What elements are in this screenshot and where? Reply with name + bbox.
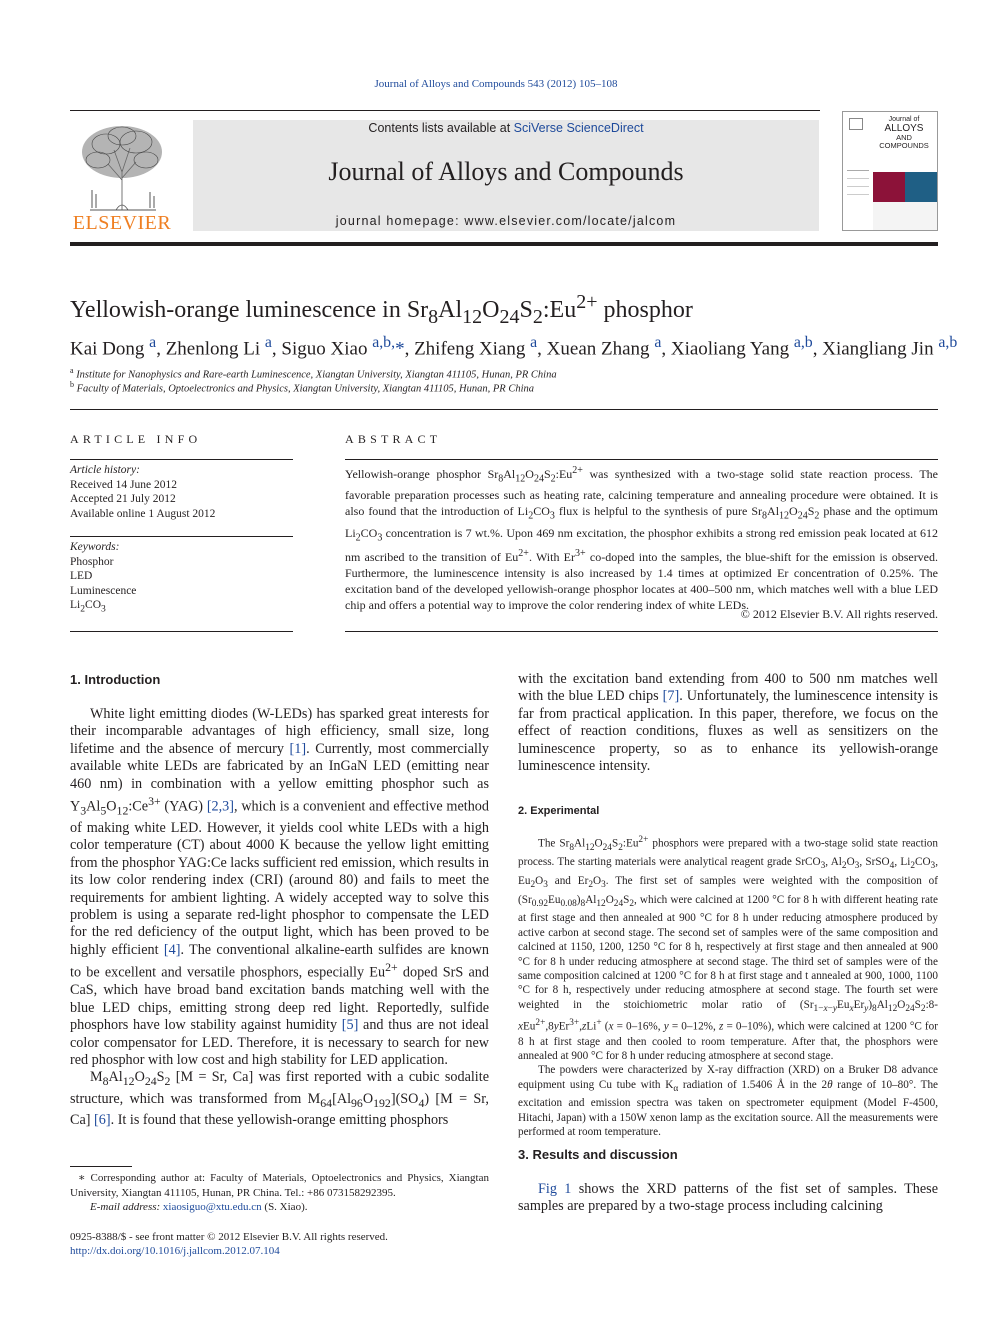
intro-paragraph-3: with the excitation band extending from 400 to 500 nm matches well with the blue LED chips [7]. Unfortunately, the luminescence intensity is far from practical application. In this paper, therefore, we focus on the effect of reaction conditions, fluxes as well as sensitizers on the luminescence property, so as to enhance its yellowish-orange luminescence intensity.: [518, 671, 938, 775]
doi-link[interactable]: [70, 1244, 489, 1259]
issn-note: 0925-8388/$ - see front matter © 2012 Elsevier B.V. All rights reserved.: [70, 1231, 388, 1243]
keyword-item: LED: [70, 570, 93, 582]
keywords-label: Keywords:: [70, 541, 120, 553]
cover-text-journal-of: Journal of: [888, 116, 920, 123]
sciencedirect-link[interactable]: SciVerse ScienceDirect: [513, 121, 644, 135]
keyword-item: $Li_2CO_3$: [70, 599, 106, 615]
journal-citation[interactable]: Journal of Alloys and Compounds 543 (2012) 105–108: [374, 78, 618, 90]
abstract-text: Yellowish-orange phosphor $Sr_8Al_{12}O_{24}S_2:Eu^{2+}$ was synthesized with a two-stage solid state reaction process. The favorable preparation processes such as heating rate, calcining temperature and annealing procedure were obtained. It is also found that the introduction of $Li_2CO_3$ flux is helpful to the synthesis of pure $Sr_8Al_{12}O_{24}S_2$ phase and the optimum $Li_2CO_3$ concentration is 7 wt.%. Upon 469 nm excitation, the phosphor exhibits a strong red emission peak located at 612 nm ascribed to the transition of $Eu^{2+}$. With $Er^{3+}$ co-doped into the samples, the blue-shift for the emission is observed. Furthermore, the luminescence intensity is also increased by 1.4 times at optimized Er concentration of 0.25%. The excitation band of the developed yellowish-orange phosphor locates at 400–500 nm, which matches well with a blue LED chip and offers a potential way to improve the color rendering index of white LEDs.: [345, 465, 939, 613]
cover-red-block: [873, 172, 905, 202]
experimental-heading: 2. Experimental: [518, 805, 600, 817]
contents-line: [193, 121, 819, 135]
doi-link-text[interactable]: http://dx.doi.org/10.1016/j.jallcom.2012.07.104: [70, 1245, 280, 1257]
footnote-corresponding: [70, 1171, 489, 1215]
experimental-paragraph-1: The $Sr_8Al_{12}O_{24}S_2:Eu^{2+}$ phosphors were prepared with a two-stage solid state reaction process. The starting materials were analytical reagent grade SrCO$_3$, $Al_2O_3$, SrSO$_4$, $Li_2CO_3$, $Eu_2O_3$ and $Er_2O_3$. The first set of samples were weighted with the composition of $(Sr_{0.92}Eu_{0.08})_8Al_{12}O_{24}S_2$, which were calcined at 1200 °C for 8 h with different heating rate at first stage and then annealed at 900 °C for 8 h under reducing atmosphere produced by active carbon at second stage. The second set of samples were of the same composition and calcined at 1150, 1200, 1250 °C for 8 h, respectively at first stage and then annealed at 900 °C for 8 h under reducing atmosphere at second stage. The third set of samples were of the same composition calcined at 1200 °C for 8 h at first stage and t annealed at 900, 1000, 1100 °C for 8 h, respectively under reducing atmosphere at second stage. The fourth set were weighted in the stoichiometric molar ratio of $(Sr_{1-x-y}Eu_xEr_y)_8Al_{12}O_{24}S_2:8-xEu^{2+},8yEr^{3+},zLi^+$ (x = 0–16%, y = 0–12%, z = 0–10%), which were calcined at 1200 °C for 8 h at first stage and then cooled to room temperature. After that, the phosphors were annealed at 900 °C for 8 h under reducing atmosphere at second stage.: [518, 835, 939, 1062]
abstract-heading: ABSTRACT: [345, 432, 442, 446]
cover-text-alloys: ALLOYS: [884, 123, 924, 134]
intro-heading: 1. Introduction: [70, 672, 161, 687]
cover-lower-block: [873, 202, 937, 230]
affiliation-a: [70, 366, 557, 381]
affiliation-text: Faculty of Materials, Optoelectronics and Physics, Xiangtan University, Xiangtan 411105, Hunan, PR China: [76, 383, 534, 395]
header-thick-rule: [70, 242, 938, 246]
cover-publisher-icon: [849, 118, 863, 130]
homepage-prefix: journal homepage:: [335, 214, 465, 228]
results-heading: 3. Results and discussion: [518, 1147, 678, 1162]
corresponding-author-note: ∗ Corresponding author at: Faculty of Materials, Optoelectronics and Physics, Xiangtan University, Xiangtan 411105, Hunan, PR China. Tel.: +86 073158292395.: [70, 1172, 489, 1199]
homepage-url[interactable]: www.elsevier.com/locate/jalcom: [464, 214, 677, 228]
keyword-item: Phosphor: [70, 555, 114, 568]
journal-homepage: [193, 214, 819, 228]
affiliation-mark: a: [70, 366, 74, 375]
cover-line: [847, 194, 869, 195]
history-accepted: Accepted 21 July 2012: [70, 493, 176, 505]
abstract-copyright: © 2012 Elsevier B.V. All rights reserved.: [740, 607, 938, 621]
elsevier-wordmark: ELSEVIER: [72, 212, 172, 234]
paper-title: Yellowish-orange luminescence in $Sr_8Al_{12}O_{24}S_2:Eu^{2+}$ phosphor: [70, 291, 693, 328]
history-received: Received 14 June 2012: [70, 478, 177, 491]
abstract-bottom-rule: [345, 631, 938, 632]
keywords-block: [70, 540, 293, 617]
journal-cover-thumbnail[interactable]: [842, 111, 938, 231]
intro-paragraph-2: $M_8Al_{12}O_{24}S_2$ [M = Sr, Ca] was first reported with a cubic sodalite structure, which was transformed from $M_{64}[Al_{96}O_{192}](SO_4) [M = Sr$, Ca] [6]. It is found that these yellowish-orange emitting phosphors: [70, 1069, 489, 1128]
affiliation-b: [70, 380, 534, 395]
history-label: Article history:: [70, 464, 140, 476]
results-body: [518, 1181, 938, 1216]
intro-body: [70, 706, 489, 1129]
affiliation-mark: b: [70, 380, 74, 389]
keyword-item: Luminescence: [70, 584, 137, 597]
cover-line: [847, 186, 869, 187]
results-paragraph-1: Fig 1 shows the XRD patterns of the fist set of samples. These samples are prepared by a two-stage process including calcining: [518, 1181, 938, 1215]
author-list[interactable]: Kai Dong $^a$, Zhenlong Li $^a$, Siguo Xiao $^{a,b,}$*, Zhifeng Xiang $^a$, Xuean Zhang $^a$, Xiaoliang Yang $^{a,b}$, Xiangliang Jin $^{a,b}$: [70, 334, 958, 360]
email-label: E-mail address:: [90, 1201, 163, 1213]
affiliation-text: Institute for Nanophysics and Rare-earth Luminescence, Xiangtan University, Xiangtan 411105, Hunan, PR China: [76, 369, 557, 381]
cover-line: [847, 170, 869, 171]
email-note: [70, 1200, 489, 1215]
tree-logo-icon: [70, 120, 174, 212]
article-info-bottom-rule: [70, 631, 293, 632]
title-separator: [70, 409, 938, 410]
history-online: Available online 1 August 2012: [70, 507, 216, 520]
journal-title: Journal of Alloys and Compounds: [328, 157, 684, 186]
article-history: [70, 463, 293, 521]
keywords-rule: [70, 536, 293, 537]
header-rule: [70, 110, 820, 111]
email-link[interactable]: xiaosiguo@xtu.edu.cn: [162, 1201, 262, 1213]
email-suffix: (S. Xiao).: [261, 1201, 308, 1213]
experimental-body: [518, 833, 938, 1140]
experimental-paragraph-2: The powders were characterized by X-ray diffraction (XRD) on a Bruker D8 advance equipment using Cu tube with $K_\alpha$ radiation of 1.5406 Å in the 2θ range of 10–80°. The excitation and emission spectra was taken on spectrometer equipment (Model F-4500, Hitachi, Japan) with a 150W xenon lamp as the excitation source. All the measurements were performed at room temperature.: [518, 1064, 939, 1139]
cover-text-compounds: AND COMPOUNDS: [879, 133, 929, 150]
cover-blue-block: [905, 172, 937, 202]
cover-line: [847, 178, 869, 179]
intro-body-continued: [518, 671, 938, 775]
article-info-rule: [70, 459, 293, 460]
contents-prefix: Contents lists available at: [368, 121, 514, 135]
article-info-heading: ARTICLE INFO: [70, 432, 202, 446]
intro-paragraph-1: White light emitting diodes (W-LEDs) has sparked great interests for their incomparable advantages of high efficiency, small size, long lifetime and the absence of mercury [1]. Currently, most commercially available white LEDs are fabricated by an InGaN LED (emitting near 460 nm) in combination with a yellow emitting phosphor such as $Y_3Al_5O_{12}:Ce^{3+}$ (YAG) [2,3], which is a convenient and effective method of making white LED. However, it yields cool white LEDs with a high color temperature (CT) about 4000 K because the yellow light emitting from the phosphor YAG:Ce lacks sufficient red emission, which results in its low color rendering index (CRI) (around 80) and fails to meet the requirements for ambient lighting. A widely accepted way to solve this problem is using a separate red-light phosphor to compensate the LED for the red deficiency of the output light, which has been proved to be highly efficient [4]. The conventional alkaline-earth sulfides are known to be excellent and versatile phosphors, especially $Eu^{2+}$ doped SrS and CaS, which have broad band excitation bands matching well with the blue LED chips, emitting strong deep red light. Reportedly, sulfide phosphors have low stability against humidity [5] and thus are not ideal color compensator for LED. Therefore, it is necessary to search for new red phosphor with low cost and high stability for LED application.: [70, 706, 489, 1069]
abstract-rule: [345, 459, 938, 460]
footnote-rule: [70, 1166, 132, 1167]
